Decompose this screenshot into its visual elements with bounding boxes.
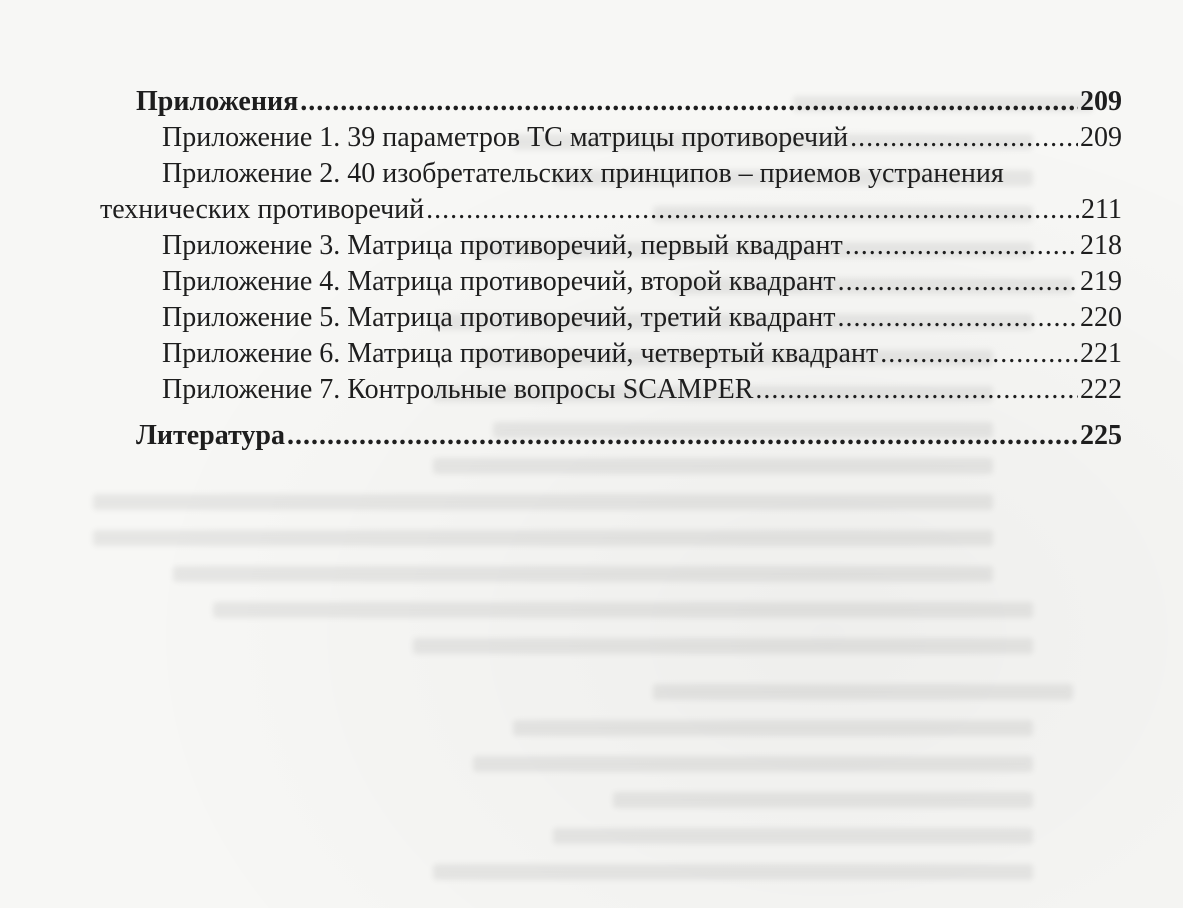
toc-entry-title: Приложение 5. Матрица противоречий, третий квадрант — [162, 302, 836, 333]
dot-leader — [287, 418, 1078, 454]
toc-entry-appendix-3[interactable] — [100, 228, 1122, 264]
dot-leader — [845, 228, 1078, 264]
dot-leader — [838, 264, 1078, 300]
toc-entry-page: 225 — [1080, 420, 1122, 451]
toc-entry-title: Приложение 6. Матрица противоречий, четвертый квадрант — [162, 338, 879, 369]
toc-entry-page: 209 — [1080, 86, 1122, 117]
toc-entry-title: Литература — [136, 420, 285, 451]
dot-leader — [426, 192, 1079, 228]
section-spacer — [100, 408, 1122, 418]
toc-entry-appendix-1[interactable] — [100, 120, 1122, 156]
toc-entry-page: 209 — [1080, 122, 1122, 153]
dot-leader — [300, 84, 1078, 120]
toc-entry-appendix-6[interactable] — [100, 336, 1122, 372]
toc-entry-appendix-2-continued[interactable] — [100, 192, 1122, 228]
toc-entry-literature[interactable] — [100, 418, 1122, 454]
toc-entry-title: Приложение 7. Контрольные вопросы SCAMPER — [162, 374, 754, 405]
toc-entry-title: Приложение 4. Матрица противоречий, второй квадрант — [162, 266, 836, 297]
toc-entry-title: Приложение 3. Матрица противоречий, первый квадрант — [162, 230, 843, 261]
toc-entry-page: 218 — [1080, 230, 1122, 261]
toc-entry-page: 222 — [1080, 374, 1122, 405]
toc-entry-title: Приложение 1. 39 параметров ТС матрицы противоречий — [162, 122, 849, 153]
toc-entry-title: Приложение 2. 40 изобретательских принципов – приемов устранения — [162, 158, 1004, 189]
toc-entry-appendix-4[interactable] — [100, 264, 1122, 300]
dot-leader — [755, 372, 1078, 408]
toc-entry-title: Приложения — [136, 86, 299, 117]
toc-entry-page: 220 — [1080, 302, 1122, 333]
toc-entry-appendix-7[interactable] — [100, 372, 1122, 408]
table-of-contents — [100, 84, 1122, 454]
toc-entry-page: 219 — [1080, 266, 1122, 297]
dot-leader — [880, 336, 1078, 372]
toc-entry-title-continued: технических противоречий — [100, 194, 425, 225]
toc-entry-page: 221 — [1080, 338, 1122, 369]
toc-entry-appendix-5[interactable] — [100, 300, 1122, 336]
toc-entry-appendix-2[interactable] — [100, 156, 1122, 192]
toc-entry-appendices[interactable] — [100, 84, 1122, 120]
dot-leader — [850, 120, 1078, 156]
toc-entry-page: 211 — [1081, 194, 1122, 225]
dot-leader — [838, 300, 1079, 336]
